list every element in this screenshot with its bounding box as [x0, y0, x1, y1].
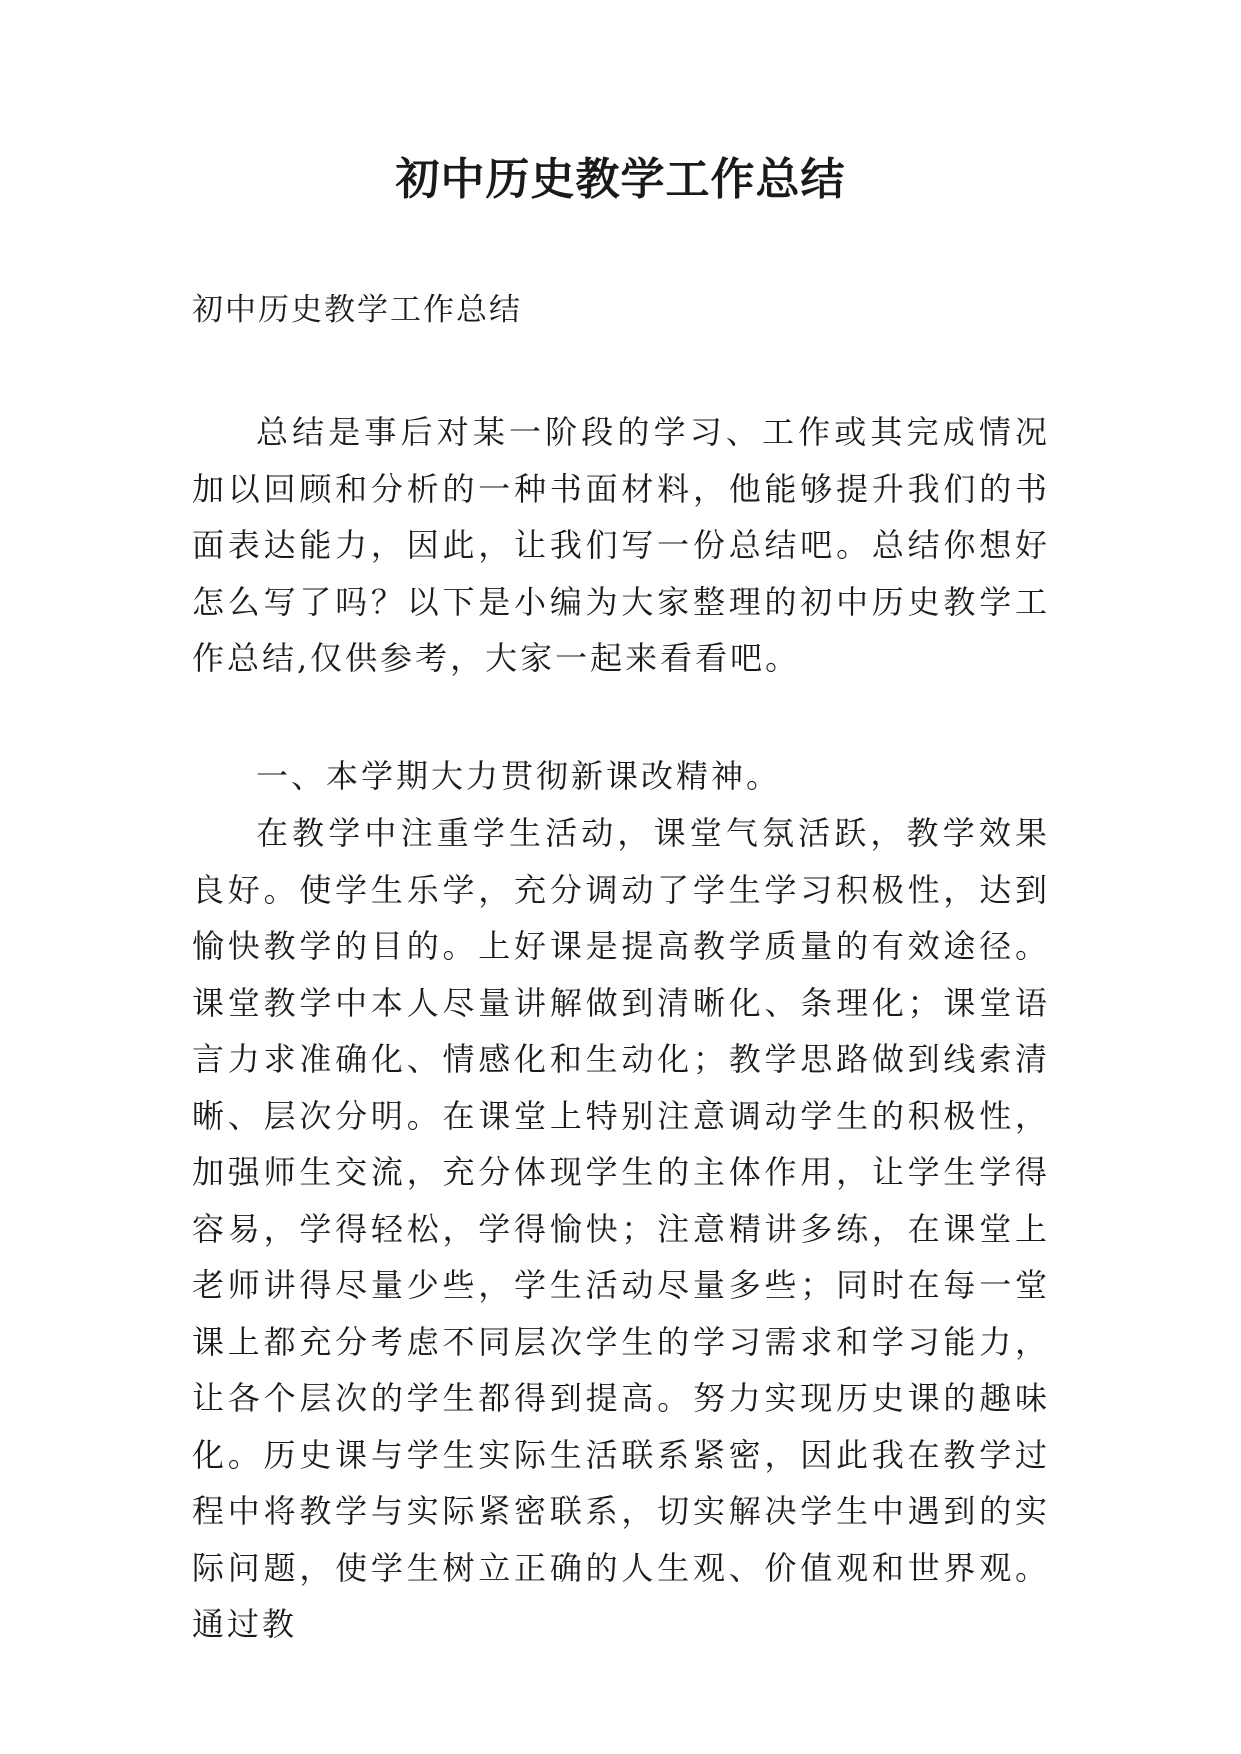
section-heading: 一、本学期大力贯彻新课改精神。: [256, 757, 782, 795]
intro-paragraph: 总结是事后对某一阶段的学习、工作或其完成情况加以回顾和分析的一种书面材料，他能够提升我们的书面表达能力，因此，让我们写一份总结吧。总结你想好怎么写了吗？以下是小编为大家整理的初中历史教学工作总结,仅供参考，大家一起来看看吧。: [192, 413, 1050, 677]
document-title: 初中历史教学工作总结: [395, 154, 846, 205]
document-subtitle: 初中历史教学工作总结: [192, 292, 522, 328]
section-body-paragraph: 在教学中注重学生活动，课堂气氛活跃，教学效果良好。使学生乐学，充分调动了学生学习积极性，达到愉快教学的目的。上好课是提高教学质量的有效途径。课堂教学中本人尽量讲解做到清晰化、条理化；课堂语言力求准确化、情感化和生动化；教学思路做到线索清晰、层次分明。在课堂上特别注意调动学生的积极性，加强师生交流，充分体现学生的主体作用，让学生学得容易，学得轻松，学得愉快；注意精讲多练，在课堂上老师讲得尽量少些，学生活动尽量多些；同时在每一堂课上都充分考虑不同层次学生的学习需求和学习能力，让各个层次的学生都得到提高。努力实现历史课的趣味化。历史课与学生实际生活联系紧密，因此我在教学过程中将教学与实际紧密联系，切实解决学生中遇到的实际问题，使学生树立正确的人生观、价值观和世界观。通过教: [192, 814, 1050, 1643]
